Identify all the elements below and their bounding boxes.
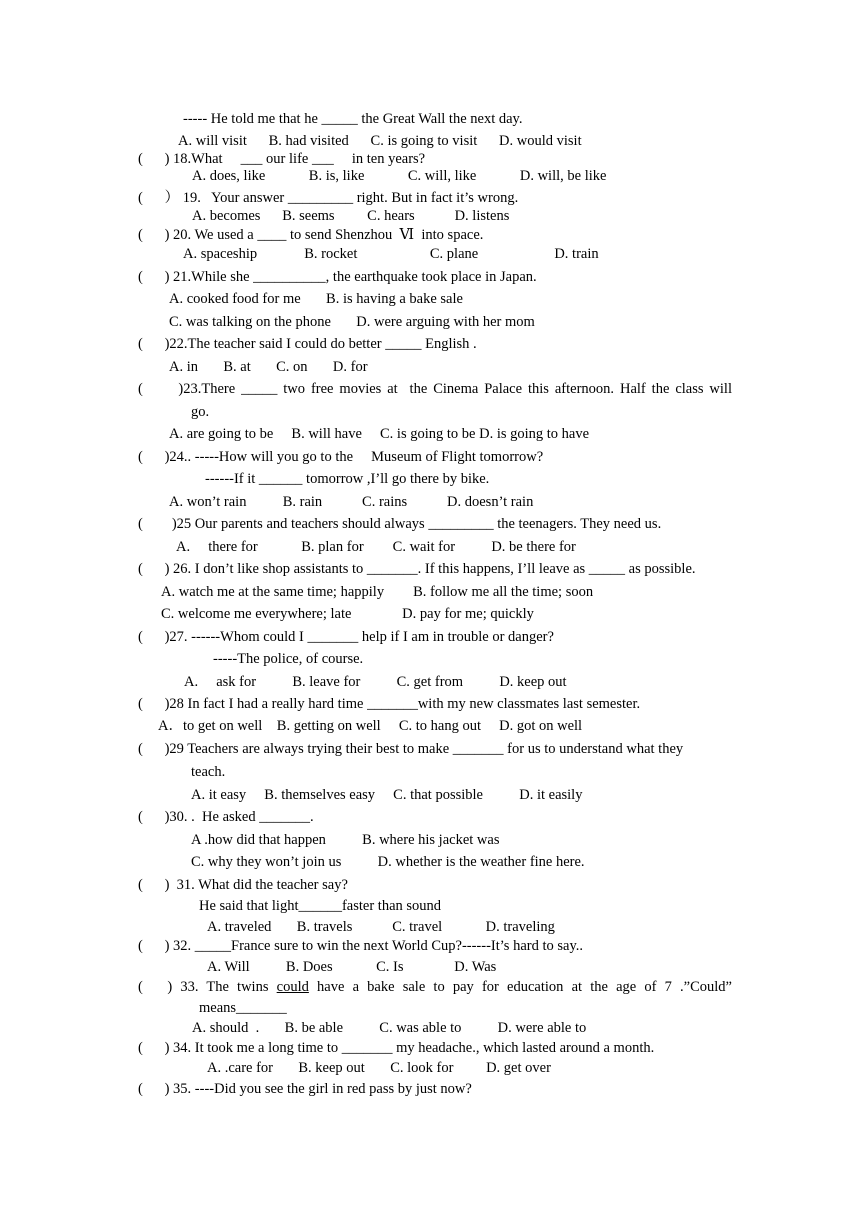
question-20-stem: ( ) 20. We used a ____ to send Shenzhou Ⅵ into space. bbox=[138, 227, 484, 243]
question-23-options: A. are going to be B. will have C. is going to be D. is going to have bbox=[169, 426, 590, 442]
question-29-stem-continued: teach. bbox=[191, 764, 226, 780]
question-32-stem: ( ) 32. _____France sure to win the next World Cup?------It’s hard to say.. bbox=[138, 938, 584, 954]
question-22-stem: ( )22.The teacher said I could do better _____ English . bbox=[138, 336, 477, 352]
question-30-stem: ( )30. . He asked _______. bbox=[138, 809, 314, 825]
question-21-options-cd: C. was talking on the phone D. were arguing with her mom bbox=[169, 314, 535, 330]
question-19-stem: ( ） 19. Your answer _________ right. But in fact it’s wrong. bbox=[138, 190, 519, 206]
question-21-options-ab: A. cooked food for me B. is having a bake sale bbox=[169, 291, 463, 307]
question-24-options: A. won’t rain B. rain C. rains D. doesn’t rain bbox=[169, 494, 534, 510]
question-24-dialogue: ------If it ______ tomorrow ,I’ll go there by bike. bbox=[205, 471, 490, 487]
question-21-stem: ( ) 21.While she __________, the earthquake took place in Japan. bbox=[138, 269, 537, 285]
question-18-options: A. does, like B. is, like C. will, like D. will, be like bbox=[192, 168, 607, 184]
question-35-stem: ( ) 35. ----Did you see the girl in red pass by just now? bbox=[138, 1081, 472, 1097]
question-23-stem: ( )23.There _____ two free movies at the Cinema Palace this afternoon. Half the class will bbox=[138, 381, 732, 397]
question-18-stem: ( ) 18.What ___ our life ___ in ten years? bbox=[138, 151, 426, 167]
question-28-options: A．to get on well B. getting on well C. to hang out D. got on well bbox=[158, 718, 583, 734]
question-29-options: A. it easy B. themselves easy C. that possible D. it easily bbox=[191, 787, 583, 803]
question-26-stem: ( ) 26. I don’t like shop assistants to _______. If this happens, I’ll leave as _____ as possible. bbox=[138, 561, 696, 577]
question-25-stem: ( )25 Our parents and teachers should always _________ the teenagers. They need us. bbox=[138, 516, 662, 532]
question-33-options: A. should . B. be able C. was able to D. were able to bbox=[192, 1020, 587, 1036]
question-34-stem: ( ) 34. It took me a long time to _______ my headache., which lasted around a month. bbox=[138, 1040, 655, 1056]
question-31-stem: ( ) 31. What did the teacher say? bbox=[138, 877, 348, 893]
question-34-options: A. .care for B. keep out C. look for D. get over bbox=[207, 1060, 551, 1076]
question-31-dialogue: He said that light______faster than sound bbox=[199, 898, 442, 914]
underlined-word-could: could bbox=[276, 979, 309, 995]
question-19-options: A. becomes B. seems C. hears D. listens bbox=[192, 208, 510, 224]
question-30-options-cd: C. why they won’t join us D. whether is the weather fine here. bbox=[191, 854, 585, 870]
question-17-dialogue: ----- He told me that he _____ the Great Wall the next day. bbox=[183, 111, 523, 127]
question-25-options: A. there for B. plan for C. wait for D. be there for bbox=[176, 539, 576, 555]
question-22-options: A. in B. at C. on D. for bbox=[169, 359, 368, 375]
question-32-options: A. Will B. Does C. Is D. Was bbox=[207, 959, 497, 975]
question-33-stem-continued: means_______ bbox=[199, 1000, 287, 1016]
question-20-options: A. spaceship B. rocket C. plane D. train bbox=[183, 246, 599, 262]
question-17-options: A. will visit B. had visited C. is going to visit D. would visit bbox=[178, 133, 582, 149]
question-27-stem: ( )27. ------Whom could I _______ help if I am in trouble or danger? bbox=[138, 629, 554, 645]
question-27-options: A. ask for B. leave for C. get from D. keep out bbox=[184, 674, 567, 690]
question-23-stem-continued: go. bbox=[191, 404, 210, 420]
question-29-stem: ( )29 Teachers are always trying their best to make _______ for us to understand what they bbox=[138, 741, 684, 757]
question-26-options-cd: C. welcome me everywhere; late D. pay for me; quickly bbox=[161, 606, 534, 622]
question-26-options-ab: A. watch me at the same time; happily B. follow me all the time; soon bbox=[161, 584, 594, 600]
question-30-options-ab: A .how did that happen B. where his jacket was bbox=[191, 832, 500, 848]
question-24-stem: ( )24.. -----How will you go to the Museum of Flight tomorrow? bbox=[138, 449, 544, 465]
question-27-dialogue: -----The police, of course. bbox=[213, 651, 364, 667]
question-31-options: A. traveled B. travels C. travel D. traveling bbox=[207, 919, 555, 935]
question-28-stem: ( )28 In fact I had a really hard time _______with my new classmates last semester. bbox=[138, 696, 641, 712]
question-33-stem: ( ) 33. The twins could have a bake sale to pay for education at the age of 7 .”Could” bbox=[138, 979, 732, 995]
